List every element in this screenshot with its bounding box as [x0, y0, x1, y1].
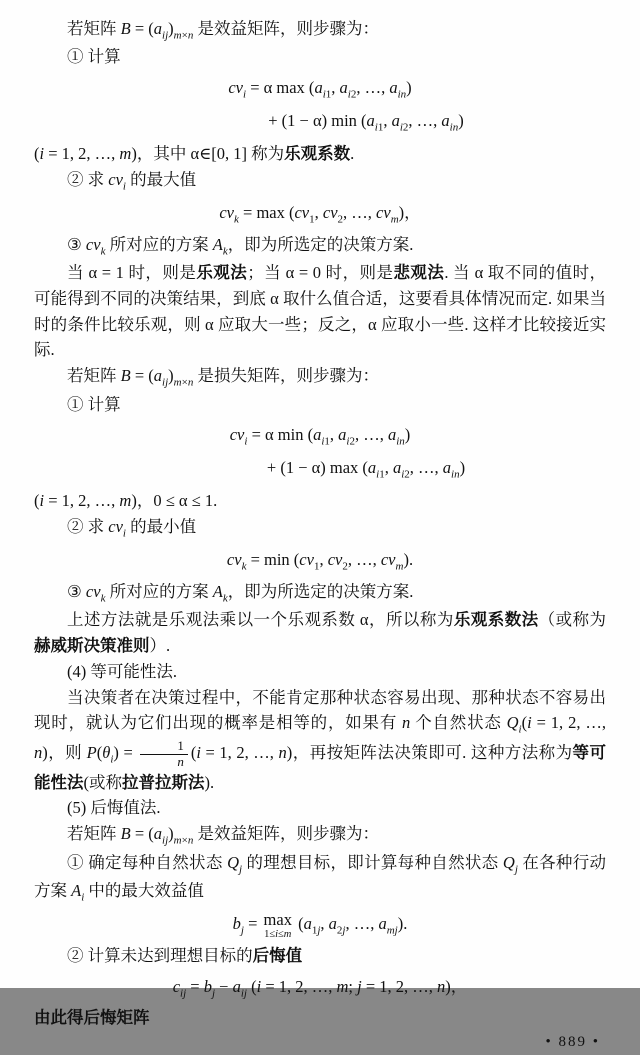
heading-equal-possibility: (4) 等可能性法. — [67, 661, 177, 681]
formula-cv-alpha-min-cont: + (1 − α) $\max (a_{i1}$, $a_{i2}$, …, $a_{in}$) — [266, 457, 466, 481]
para-regret-matrix: 由此得后悔矩阵 — [34, 1008, 150, 1028]
step-1-compute-loss: ① 计算 — [67, 394, 121, 414]
step-1-ideal-target: ① 确定每种自然状态 $Q_j$ 的理想目标，即计算每种自然状态 $Q_j$ 在各种行动方案 $A_i$ 中的最大效益值 — [34, 852, 607, 904]
para-hurwicz-criterion: 上述方法就是乐观法乘以一个乐观系数 α，所以称为乐观系数法（或称为赫威斯决策准则）. — [34, 610, 607, 656]
step-1-compute: ① 计算 — [67, 47, 121, 67]
para-optimism-coefficient: (i = 1, 2, …, m)，其中 α∈[0, 1] 称为乐观系数. — [34, 144, 355, 164]
page-number: • 889 • — [545, 1034, 600, 1051]
para-alpha-range: (i = 1, 2, …, m)，0 ≤ α ≤ 1. — [34, 491, 218, 511]
formula-cij-regret: $c_{ij} = b_j - a_{ij}$ (i = 1, 2, …, m; j = 1, 2, …, n)， — [172, 977, 468, 1000]
page-content — [34, 16, 607, 1051]
step-2-find-min: ② 求 $cv_i$ 的最小值 — [67, 516, 197, 540]
formula-cv-alpha-max-cont: + (1 − α) $\min (a_{i1}$, $a_{i2}$, …, $a_{in}$) — [268, 110, 464, 133]
formula-cv-alpha-max: $cv_i = \alpha$ $\max (a_{i1}$, $a_{i2}$, …, $a_{in}$) — [228, 78, 412, 101]
formula-bj-max: $b_j$ = max 1≤i≤m ($a_{1j}$, $a_{2j}$, …, $a_{mj}$). — [232, 910, 408, 940]
formula-cvk-max: $cv_k = \max (cv_1$, $cv_2$, …, $cv_m$)， — [219, 203, 421, 226]
step-3-selected-plan-loss: ③ $cv_k$ 所对应的方案 $A_k$，即为所选定的决策方案. — [67, 581, 414, 605]
step-2-find-max: ② 求 $cv_i$ 的最大值 — [67, 169, 197, 193]
step-3-selected-plan: ③ $cv_k$ 所对应的方案 $A_k$，即为所选定的决策方案. — [67, 234, 414, 258]
para-loss-matrix-intro: 若矩阵 $B = (a_{ij})_{m\times n}$ 是损失矩阵，则步骤为： — [67, 366, 379, 389]
para-benefit-matrix-intro: 若矩阵 $B = (a_{ij})_{m\times n}$ 是效益矩阵，则步骤为： — [67, 19, 379, 42]
step-2-regret-value: ② 计算未达到理想目标的后悔值 — [67, 946, 303, 966]
para-alpha-discussion: 当 α = 1 时，则是乐观法；当 α = 0 时，则是悲观法. 当 α 取不同的值时，可能得到不同的决策结果，到底 α 取什么值合适，这要看具体情况而定. 如果当时的条件比较乐观，则 α 应取大一些；反之，α 应取小一些. 这样才比较接近实际. — [34, 263, 607, 360]
heading-regret-value: (5) 后悔值法. — [67, 798, 161, 818]
para-laplace-method: 当决策者在决策过程中，不能肯定那种状态容易出现、那种状态不容易出现时，就认为它们出现的概率是相等的，如果有 n 个自然状态 $Q_i(i = 1$, 2, …, n)，则 $P(\theta_i)$ = $\frac{1}{n}$ (i = 1, 2, …, n)，再按矩阵法决策即可. 这种方法称为等可能性法(或称拉普拉斯法). — [34, 687, 607, 792]
formula-cv-alpha-min: $cv_i = \alpha$ $\min (a_{i1}$, $a_{i2}$, …, $a_{in}$) — [229, 425, 411, 448]
formula-cvk-min: $cv_k = \min (cv_1$, $cv_2$, …, $cv_m$). — [226, 550, 414, 573]
para-benefit-matrix-intro-2: 若矩阵 $B = (a_{ij})_{m\times n}$ 是效益矩阵，则步骤为： — [67, 824, 379, 847]
